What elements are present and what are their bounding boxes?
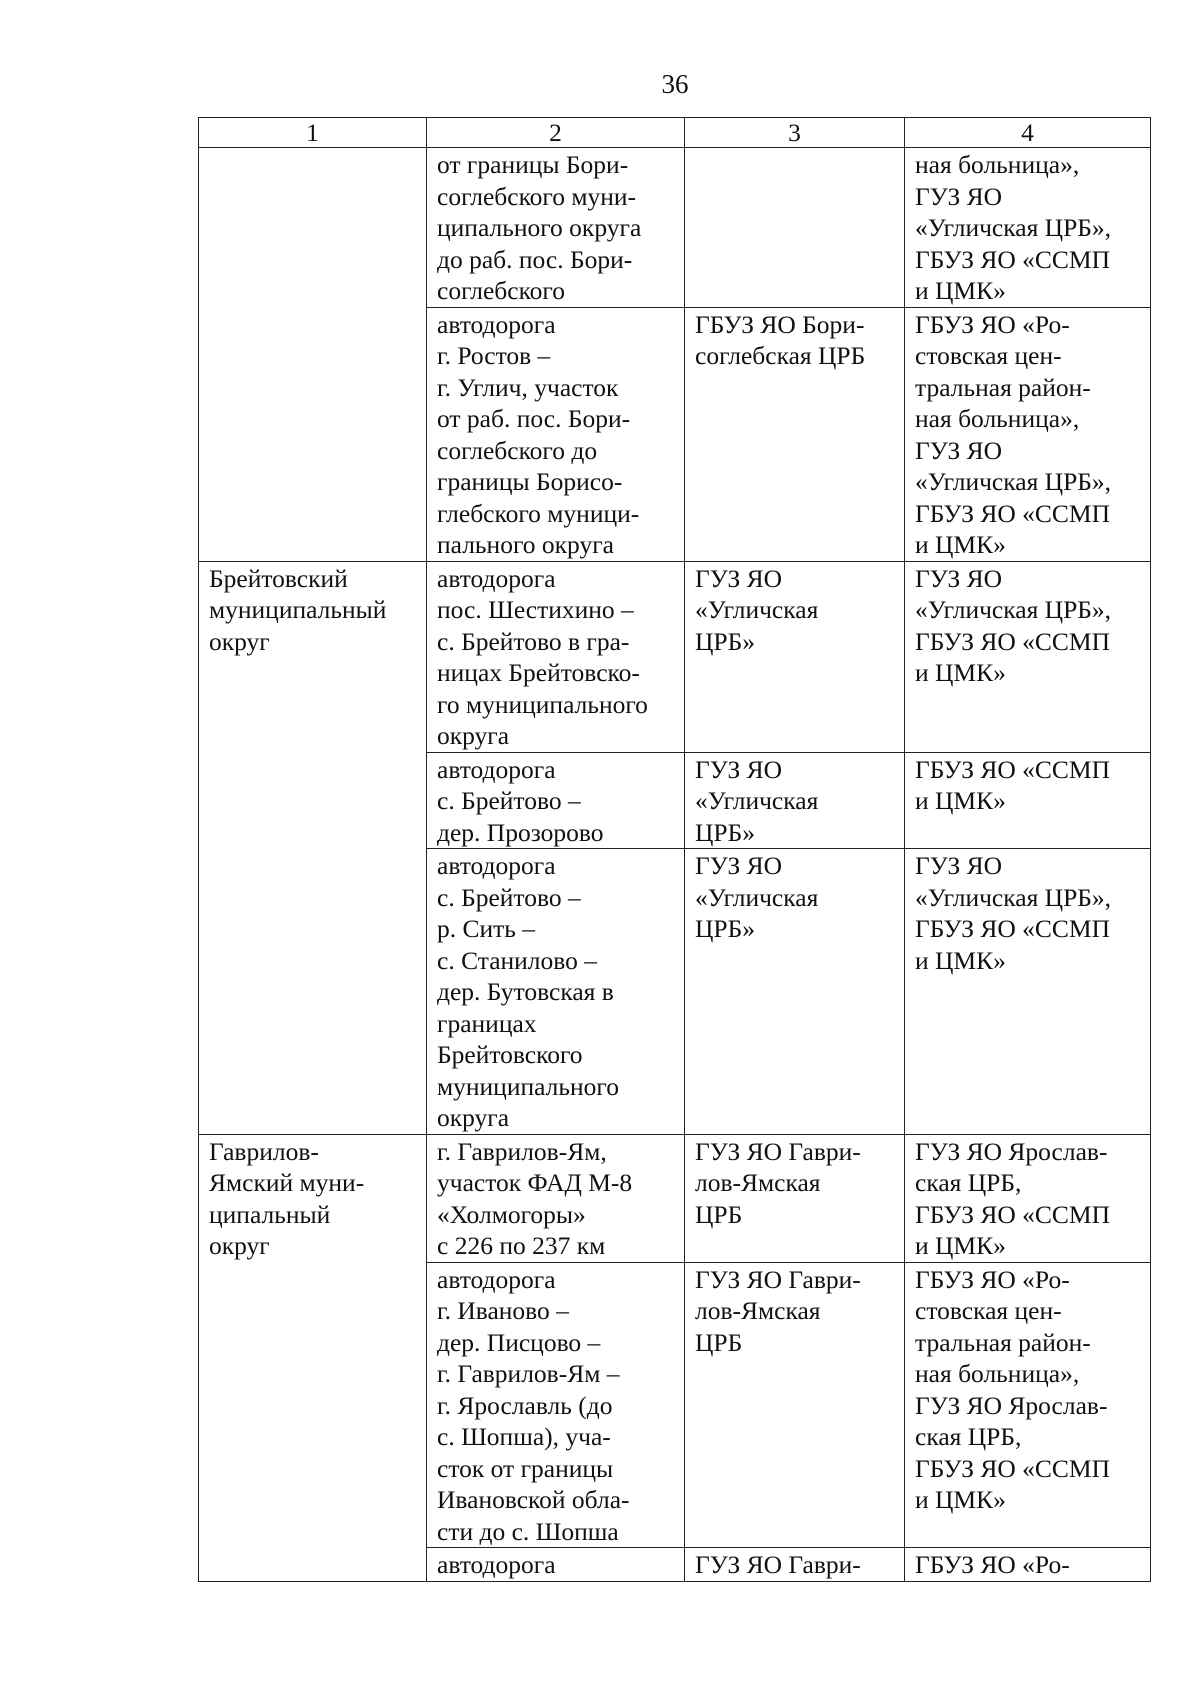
- table-row: [199, 1134, 1151, 1262]
- support-cell: ная больница», ГУЗ ЯО «Угличская ЦРБ», ГБУЗ ЯО «ССМП и ЦМК»: [905, 148, 1151, 308]
- facility-cell: ГУЗ ЯО «Угличская ЦРБ»: [685, 849, 905, 1135]
- district-cell: Брейтовский муниципальный округ: [199, 561, 427, 1134]
- support-cell: ГБУЗ ЯО «Ро- стовская цен- тральная район- ная больница», ГУЗ ЯО Ярослав- ская ЦРБ, ГБУЗ ЯО «ССМП и ЦМК»: [905, 1262, 1151, 1548]
- page-number: 36: [661, 69, 689, 99]
- facility-cell: [685, 148, 905, 308]
- facility-cell: ГБУЗ ЯО Бори- соглебская ЦРБ: [685, 307, 905, 561]
- road-cell: г. Гаврилов-Ям, участок ФАД М-8 «Холмогоры» с 226 по 237 км: [427, 1134, 685, 1262]
- facility-cell: ГУЗ ЯО Гаври- лов-Ямская ЦРБ: [685, 1134, 905, 1262]
- column-header-2: 2: [427, 118, 685, 148]
- routes-table: [198, 117, 1151, 1582]
- road-cell: автодорога: [427, 1548, 685, 1582]
- district-cell: Гаврилов- Ямский муни- ципальный округ: [199, 1134, 427, 1581]
- facility-cell: ГУЗ ЯО «Угличская ЦРБ»: [685, 561, 905, 752]
- road-cell: автодорога г. Иваново – дер. Писцово – г. Гаврилов-Ям – г. Ярославль (до с. Шопша), уча- сток от границы Ивановской обла- сти до с. Шопша: [427, 1262, 685, 1548]
- table-row: [199, 148, 1151, 308]
- facility-cell: ГУЗ ЯО Гаври-: [685, 1548, 905, 1582]
- support-cell: ГУЗ ЯО Ярослав- ская ЦРБ, ГБУЗ ЯО «ССМП и ЦМК»: [905, 1134, 1151, 1262]
- support-cell: ГБУЗ ЯО «Ро-: [905, 1548, 1151, 1582]
- support-cell: ГУЗ ЯО «Угличская ЦРБ», ГБУЗ ЯО «ССМП и ЦМК»: [905, 849, 1151, 1135]
- facility-cell: ГУЗ ЯО Гаври- лов-Ямская ЦРБ: [685, 1262, 905, 1548]
- road-cell: автодорога с. Брейтово – дер. Прозорово: [427, 752, 685, 849]
- facility-cell: ГУЗ ЯО «Угличская ЦРБ»: [685, 752, 905, 849]
- column-header-3: 3: [685, 118, 905, 148]
- road-cell: автодорога г. Ростов – г. Углич, участок от раб. пос. Бори- соглебского до границы Борисо- глебского муници- пального округа: [427, 307, 685, 561]
- district-cell: [199, 148, 427, 562]
- support-cell: ГБУЗ ЯО «ССМП и ЦМК»: [905, 752, 1151, 849]
- road-cell: автодорога пос. Шестихино – с. Брейтово в гра- ницах Брейтовско- го муниципального округа: [427, 561, 685, 752]
- column-header-4: 4: [905, 118, 1151, 148]
- column-header-1: 1: [199, 118, 427, 148]
- road-cell: от границы Бори- соглебского муни- ципального округа до раб. пос. Бори- соглебского: [427, 148, 685, 308]
- support-cell: ГБУЗ ЯО «Ро- стовская цен- тральная район- ная больница», ГУЗ ЯО «Угличская ЦРБ», ГБУЗ ЯО «ССМП и ЦМК»: [905, 307, 1151, 561]
- road-cell: автодорога с. Брейтово – р. Сить – с. Станилово – дер. Бутовская в границах Брейтовского муниципального округа: [427, 849, 685, 1135]
- support-cell: ГУЗ ЯО «Угличская ЦРБ», ГБУЗ ЯО «ССМП и ЦМК»: [905, 561, 1151, 752]
- table-header-row: [199, 118, 1151, 148]
- table-row: [199, 561, 1151, 752]
